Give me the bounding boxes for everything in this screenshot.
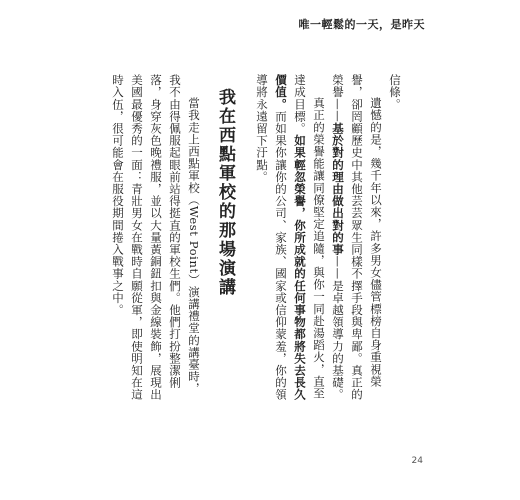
body-text	[108, 74, 404, 404]
page-number: 24	[411, 456, 423, 466]
paragraph-3-text-a: 真正的榮譽能讓同僚堅定追隨，與你一同赴湯蹈火，直至達成目標。	[293, 74, 326, 400]
paragraph-1: 信條。	[388, 74, 402, 111]
paragraph-3	[252, 74, 328, 404]
paragraph-2-text-a: 遺憾的是，幾千年以來，許多男女儘管標榜自身重視榮譽，卻罔顧歷史中其他芸芸眾生同樣不擇手段與卑鄙。真正的榮譽——	[331, 74, 383, 401]
paragraph-3-emphasis: 如果輕忽榮譽，你所成就的任何事物都將失去長久價值。	[274, 74, 307, 401]
paragraph-3-text-c: 而如果你讓你的公司、家族、國家或信仰蒙羞，你的領導將永遠留下汙點。	[255, 74, 288, 401]
paragraph-4: 當我走上西點軍校（West Point）演講禮堂的講臺時，我不由得佩服起眼前站得挺直的軍校生們。他們打扮整潔俐落，身穿灰色晚禮服，並以大量黃銅鈕扣與金線裝飾，展現出美國最優秀的一面：青壯男女在戰時自願從軍，即使明知在這時入伍，很可能會在服役期間捲入戰事之中。	[111, 74, 201, 401]
paragraph-2-text-c: ——是卓越領導力的基礎。	[331, 255, 345, 401]
running-header: 唯一輕鬆的一天，是昨天	[298, 18, 425, 31]
section-title: 我在西點軍校的那場演講	[215, 88, 235, 297]
paragraph-2-emphasis: 基於對的理由做出對的事	[331, 122, 345, 256]
paragraph-2	[328, 74, 385, 404]
